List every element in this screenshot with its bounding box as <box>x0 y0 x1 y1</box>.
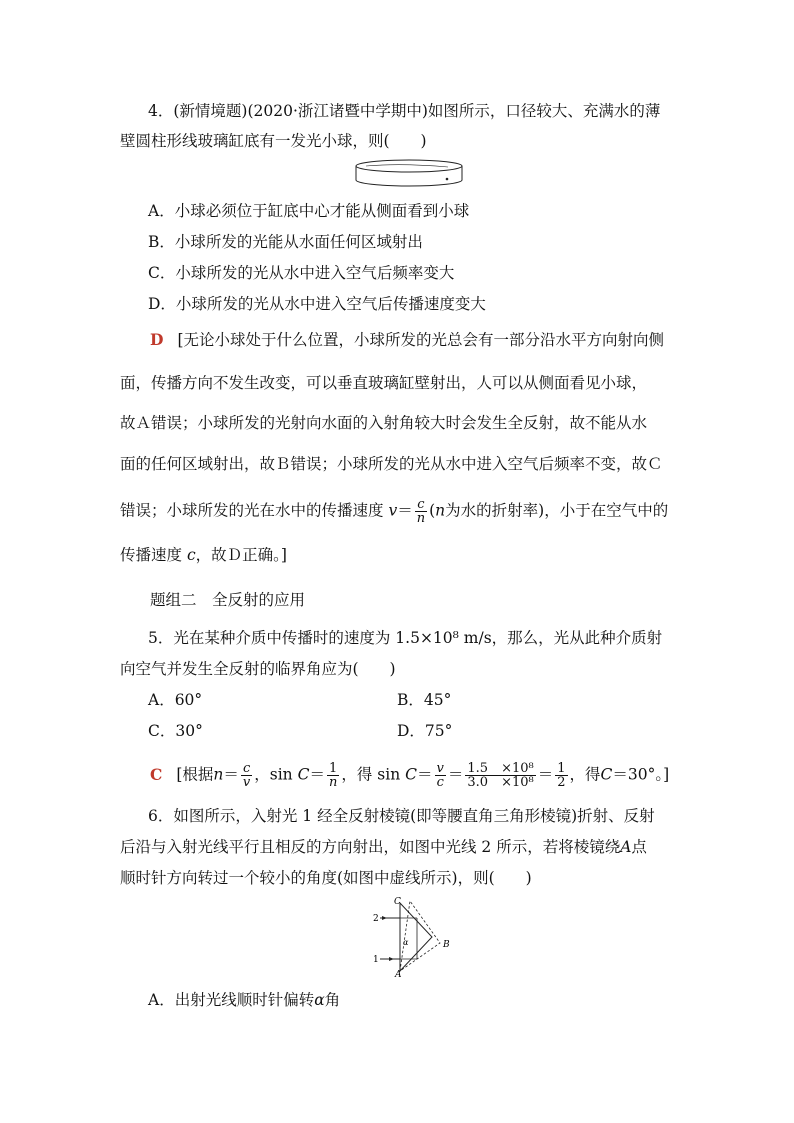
q5-exp-text4: ，得 <box>569 765 601 784</box>
fraction-numerator: c <box>241 762 252 776</box>
q5-exp-text5: ＝30°。] <box>612 765 670 784</box>
q5-option-a: A．60° <box>148 691 203 709</box>
q4-explanation-line3: 故Ａ错误；小球所发的光射向水面的入射角较大时会发生全反射，故不能从水 <box>120 414 648 432</box>
angle-c-symbol: C <box>297 765 310 784</box>
fraction-v-over-c <box>435 762 446 789</box>
equals-sign: ＝ <box>537 765 554 784</box>
q4-exp5-tail: 为水的折射率)，小于在空气中的 <box>445 501 669 520</box>
fraction-denominator: n <box>329 775 338 790</box>
q6-stem-line2-text: 后沿与入射光线平行且相反的方向射出，如图中光线 2 所示，若将棱镜绕 <box>120 838 621 856</box>
angle-c-symbol: C <box>600 765 613 784</box>
fraction-1-over-n <box>327 762 339 789</box>
refractive-index-symbol: n <box>435 501 446 520</box>
label-alpha: α <box>403 938 409 947</box>
q4-exp5-text: 错误；小球所发的光在水中的传播速度 <box>120 501 384 520</box>
q6-stem-line1: 6．如图所示，入射光 1 经全反射棱镜(即等腰直角三角形棱镜)折射、反射 <box>148 807 655 825</box>
label-b: B <box>443 940 450 950</box>
fraction-denominator: 2 <box>557 775 566 790</box>
fraction-c-over-n <box>415 498 427 525</box>
fraction-one-half <box>555 762 567 789</box>
q4-explanation-line2: 面，传播方向不发生改变，可以垂直玻璃缸壁射出，人可以从侧面看见小球， <box>120 374 648 392</box>
n-symbol: n <box>213 765 224 784</box>
q4-option-d: D．小球所发的光从水中进入空气后传播速度变大 <box>148 295 486 313</box>
fraction-numerator: v <box>436 761 444 776</box>
q4-stem-line1: 4．(新情境题)(2020·浙江诸暨中学期中)如图所示，口径较大、充满水的薄 <box>148 102 661 120</box>
q4-option-a: A．小球必须位于缸底中心才能从侧面看到小球 <box>148 202 470 220</box>
q4-option-b: B．小球所发的光能从水面任何区域射出 <box>148 233 423 251</box>
equals-sign: ＝ <box>447 765 464 784</box>
equals-sign: ＝ <box>417 765 433 784</box>
q4-exp6-tail: ，故Ｄ正确。] <box>195 546 287 564</box>
fraction-numerator: c <box>415 498 427 512</box>
section-heading: 题组二 全反射的应用 <box>150 591 306 609</box>
q4-explanation-line4: 面的任何区域射出，故Ｂ错误；小球所发的光从水中进入空气后频率不变，故Ｃ <box>120 455 663 473</box>
q5-stem-line1: 5．光在某种介质中传播时的速度为 1.5×10⁸ m/s，那么，光从此种介质射 <box>148 629 663 647</box>
q5-explanation <box>150 762 669 789</box>
q5-option-c: C．30° <box>148 722 203 740</box>
q4-option-c: C．小球所发的光从水中进入空气后频率变大 <box>148 264 455 282</box>
q5-exp-text1: [根据 <box>176 765 214 784</box>
fraction-speeds <box>465 762 535 789</box>
label-c: C <box>394 897 401 907</box>
q5-option-d: D．75° <box>397 722 453 740</box>
q4-exp-text1: [无论小球处于什么位置，小球所发的光总会有一部分沿水平方向射向侧 <box>177 331 665 349</box>
angle-c-symbol: C <box>405 765 418 784</box>
q6-option-a <box>148 990 340 1010</box>
label-a: A <box>395 970 402 977</box>
prism-figure <box>370 895 460 977</box>
q4-stem-line2: 壁圆柱形线玻璃缸底有一发光小球，则( ) <box>120 132 427 150</box>
fraction-denominator: 3.0 ×10⁸ <box>467 775 534 790</box>
alpha-symbol: α <box>314 991 325 1009</box>
fraction-denominator: c <box>436 775 444 790</box>
q4-exp6-text: 传播速度 <box>120 546 183 564</box>
q4-explanation-line1 <box>150 330 664 350</box>
q6-option-a-tail: 角 <box>324 991 341 1009</box>
velocity-symbol: v <box>388 501 398 520</box>
equals-sign: ＝ <box>309 765 325 784</box>
q6-stem-line2 <box>120 837 647 857</box>
equals-sign: ＝ <box>223 765 239 784</box>
speed-of-light-symbol: c <box>186 546 196 564</box>
q5-option-b: B．45° <box>397 691 452 709</box>
q6-stem-line3: 顺时针方向转过一个较小的角度(如图中虚线所示)，则( ) <box>120 869 532 887</box>
q4-explanation-line6 <box>120 545 287 565</box>
label-ray-2: 2 <box>373 914 379 924</box>
fraction-numerator: 1 <box>557 761 566 776</box>
fraction-numerator: 1 <box>327 762 339 776</box>
q4-exp5-paren: ( <box>429 501 436 520</box>
q5-exp-text2: ，sin <box>254 765 293 784</box>
q4-answer: D <box>150 330 164 349</box>
q5-exp-text3: ，得 sin <box>341 765 401 784</box>
label-ray-1: 1 <box>373 955 379 965</box>
fraction-denominator: v <box>242 775 251 790</box>
fraction-numerator: 1.5 ×10⁸ <box>467 761 534 776</box>
glass-tank-figure <box>352 158 466 190</box>
point-a-symbol: A <box>620 838 632 856</box>
fraction-denominator: n <box>416 511 426 526</box>
fraction-c-over-v <box>241 762 252 789</box>
q5-stem-line2: 向空气并发生全反射的临界角应为( ) <box>120 660 396 678</box>
q6-option-a-text: A．出射光线顺时针偏转 <box>148 991 315 1009</box>
q5-answer: C <box>150 764 163 784</box>
q6-stem-line2-tail: 点 <box>631 838 647 856</box>
equals-sign: ＝ <box>397 501 413 520</box>
q4-explanation-line5 <box>120 498 668 525</box>
